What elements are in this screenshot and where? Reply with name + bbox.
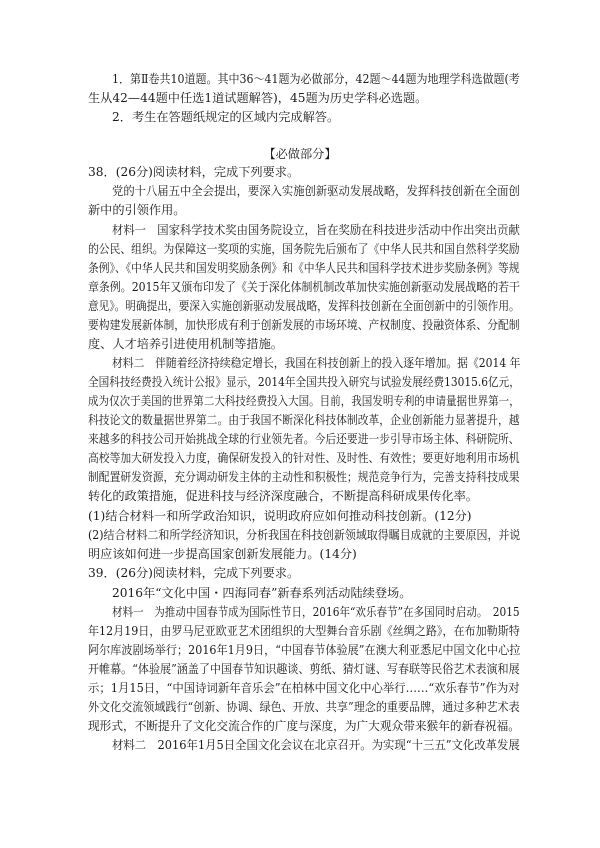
note-line-2: 生从42—44题中任选1道试题解答)，45题为历史学科必选题。 xyxy=(88,91,428,105)
q38-material2-line: 制配置研发资源，充分调动研发主体的主动性和积极性；规范竞争行为，完善支持科技成果 xyxy=(88,470,520,484)
q38-material1-line: 意见》。明确提出，要深入实施创新驱动发展战略，发挥科技创新在全面创新中的引领作用。 xyxy=(88,299,520,313)
q38-question-2: (2)结合材料二和所学经济知识，分析我国在科技创新领域取得瞩目成就的主要原因，并说 xyxy=(88,528,521,542)
q38-material2-line: 来越多的科技公司开始挑战全球的行业领先者。今后还要进一步引导市场主体、科研院所、 xyxy=(88,432,520,446)
q38-material2-line: 科技论文的数量据世界第二。由于我国不断深化科技体制改革，企业创新能力显著提升，越 xyxy=(88,413,520,427)
q38-stem: 38．(26分)阅读材料，完成下列要求。 xyxy=(88,165,300,179)
q39-material1-line: 现形式，不断提升了文化交流合作的广度与深度，为广大观众带来猴年的新春祝福。 xyxy=(88,719,520,733)
q38-material2-line: 高校等加大研发投入力度，确保研发投入的针对性、及时性、有效性；要更好地利用市场机 xyxy=(88,451,520,465)
q38-material1-line: 材料一 国家科学技术奖由国务院设立，旨在奖励在科技进步活动中作出突出贡献 xyxy=(112,223,520,237)
note-line-3: 2．考生在答题纸规定的区域内完成解答。 xyxy=(112,110,340,124)
q38-material1-line: 的公民、组织。为保障这一奖项的实施，国务院先后颁布了《中华人民共和国自然科学奖励 xyxy=(88,242,520,256)
q38-question-1: (1)结合材料一和所学政治知识，说明政府应如何推动科技创新。(12分) xyxy=(88,509,472,523)
q39-material1-line: 示；1月15日，“中国诗词新年音乐会”在柏林中国文化中心举行……“欢乐春节”作为对 xyxy=(88,681,520,695)
q38-material2-line: 转化的政策措施，促进科技与经济深度融合，不断提高科研成果传化率。 xyxy=(88,489,478,503)
q38-material1-line: 要构建发展新体制，加快形成有利于创新发展的市场环境、产权制度、投融资体系、分配制 xyxy=(88,318,520,332)
q39-material1-line: 阿尔库波剧场举行；2016年1月9日，“中国春节体验展”在澳大利亚悉尼中国文化中心拉 xyxy=(88,643,521,657)
q38-material1-line: 章条例。2015年又颁布印发了《关于深化体制机制改革加快实施创新驱动发展战略的若干 xyxy=(88,280,520,294)
q38-material1-line: 度、人才培养引进使用机制等措施。 xyxy=(88,337,283,351)
q39-material2-line: 材料二 2016年1月5日全国文化会议在北京召开。为实现“十三五”文化改革发展 xyxy=(112,738,520,752)
q38-question-2-cont: 明应该如何进一步提高国家创新发展能力。(14分) xyxy=(88,547,357,561)
q39-stem: 39．(26分)阅读材料，完成下列要求。 xyxy=(88,566,300,580)
q38-intro-line: 党的十八届五中全会提出，要深入实施创新驱动发展战略，发挥科技创新在全面创 xyxy=(112,184,520,198)
q39-material1-line: 年12月19日，由罗马尼亚欧亚艺术团组织的大型舞台音乐剧《丝绸之路》，在布加勒斯特 xyxy=(88,624,520,638)
q38-intro-line: 新中的引领作用。 xyxy=(88,203,186,217)
q39-intro: 2016年“文化中国・四海同春”新春系列活动陆续登场。 xyxy=(112,586,412,600)
q38-material2-line: 全国科技经费投入统计公报》显示，2014年全国共投入研究与试验发展经费13015.6亿元， xyxy=(88,375,520,389)
q39-material1-line: 外文化交流领域践行“创新、协调、绿色、开放、共享”理念的重要品牌，通过多种艺术表 xyxy=(88,700,520,714)
q38-material2-line: 材料二 伴随着经济持续稳定增长，我国在科技创新上的投入逐年增加。据《2014 年 xyxy=(112,356,521,370)
q38-material1-line: 条例》、《中华人民共和国发明奖励条例》和《中华人民共和国科学技术进步奖励条例》等规 xyxy=(88,261,520,275)
q38-material2-line: 成为仅次于美国的世界第二大科技经费投入大国。目前，我国发明专利的申请量据世界第一， xyxy=(88,394,520,408)
section-title: 【必做部分】 xyxy=(263,147,337,161)
q39-material1-line: 材料一 为推动中国春节成为国际性节日，2016年“欢乐春节”在多国同时启动。 2015 xyxy=(112,605,520,619)
note-line-1: 1．第Ⅱ卷共10道题。其中36～41题为必做部分，42题～44题为地理学科选做题(考 xyxy=(112,72,520,86)
q39-material1-line: 开帷幕。“体验展”涵盖了中国春节知识趣谈、剪纸、猜灯谜、写春联等民俗艺术表演和展 xyxy=(88,662,520,676)
